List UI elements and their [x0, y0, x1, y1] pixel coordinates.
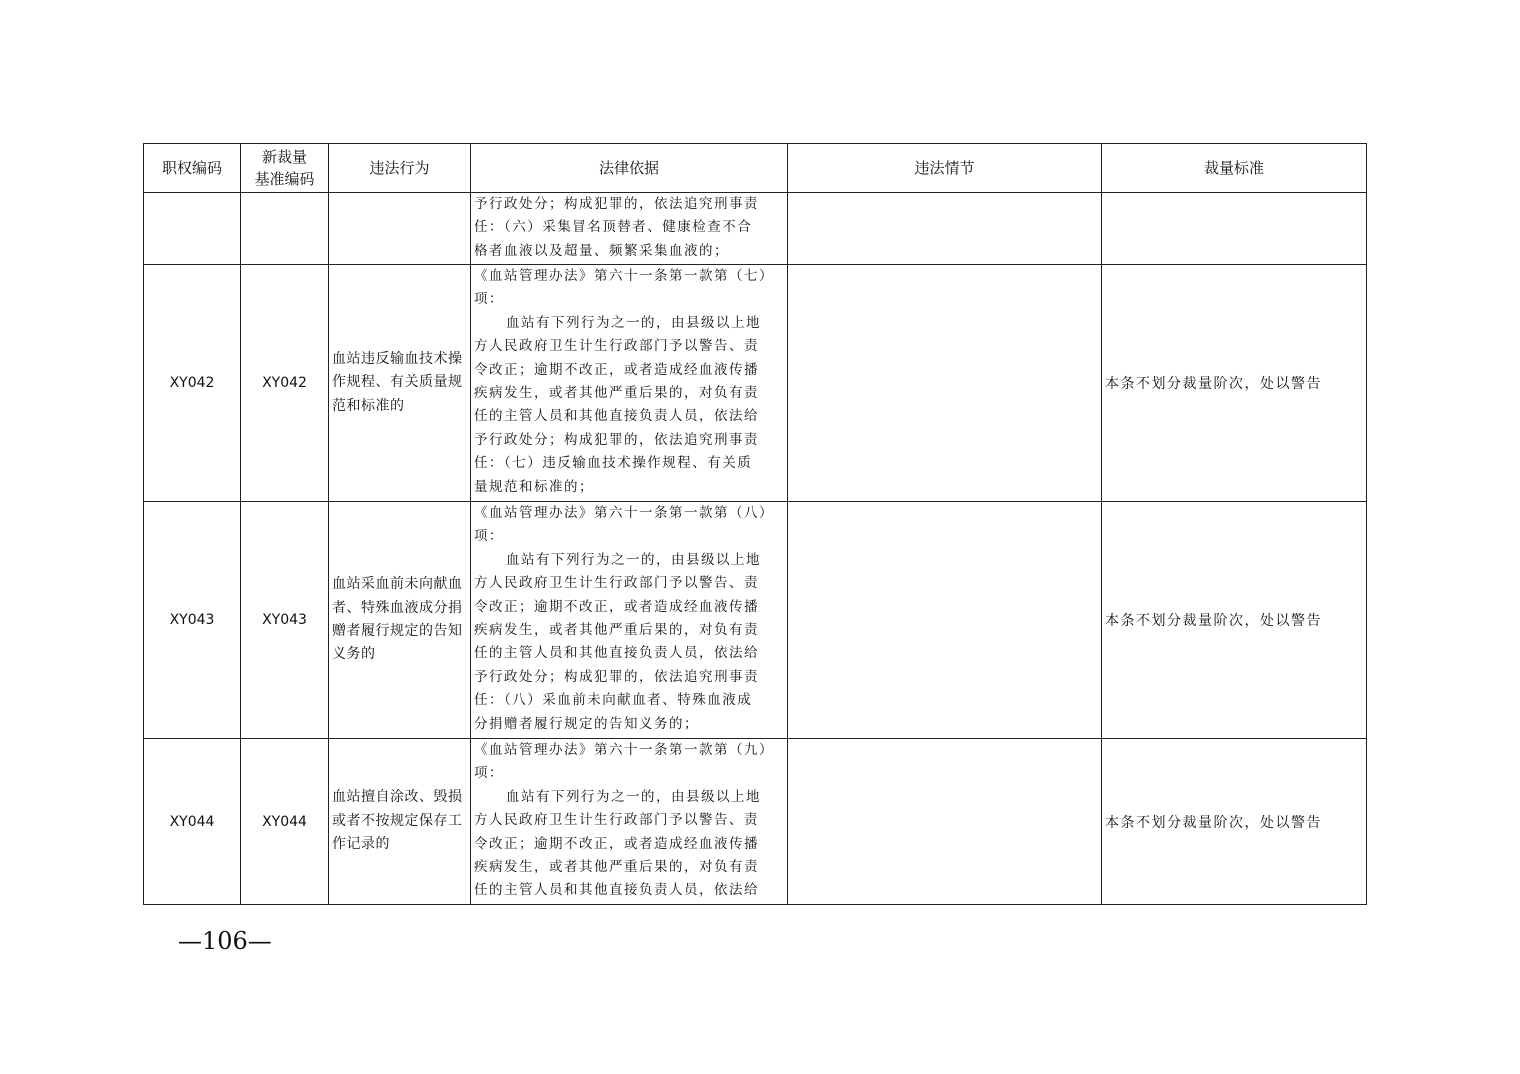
violation-cell: [329, 193, 471, 265]
table-row: [144, 193, 1367, 265]
circumstance-cell: [788, 502, 1102, 739]
header-new-code: 新裁量 基准编码: [241, 144, 329, 193]
header-authority-code: 职权编码: [144, 144, 241, 193]
circumstance-cell: [788, 739, 1102, 905]
standard-cell: 本条不划分裁量阶次，处以警告: [1102, 739, 1367, 905]
legal-basis-line: 疾病发生，或者其他严重后果的，对负有责: [474, 859, 759, 876]
legal-basis-line: 予行政处分；构成犯罪的，依法追究刑事责: [474, 196, 759, 212]
table-row: [144, 739, 1367, 905]
legal-basis-line: 令改正；逾期不改正，或者造成经血液传播: [474, 835, 759, 852]
legal-basis-line: 任：（六）采集冒名顶替者、健康检查不合: [474, 219, 753, 236]
page-number: —106—: [178, 927, 272, 955]
new-code-cell: XY044: [241, 739, 329, 905]
discretion-standard-table: [143, 143, 1367, 905]
legal-basis-line: 《血站管理办法》第六十一条第一款第（九）: [474, 742, 774, 758]
legal-basis-line: 项：: [474, 528, 504, 545]
authority-code-cell: [144, 193, 241, 265]
violation-cell: 血站违反输血技术操作规程、有关质量规范和标准的: [329, 265, 471, 502]
legal-basis-line: 项：: [474, 765, 504, 782]
standard-cell: 本条不划分裁量阶次，处以警告: [1102, 265, 1367, 502]
new-code-cell: [241, 193, 329, 265]
legal-basis-line: 疾病发生，或者其他严重后果的，对负有责: [474, 385, 759, 402]
circumstance-cell: [788, 265, 1102, 502]
legal-basis-line: 任的主管人员和其他直接负责人员，依法给: [474, 408, 759, 425]
table-header-row: [144, 144, 1367, 193]
legal-basis-line: 血站有下列行为之一的，由县级以上地: [506, 551, 761, 568]
new-code-cell: XY043: [241, 502, 329, 739]
legal-basis-line: 《血站管理办法》第六十一条第一款第（八）: [474, 505, 774, 521]
legal-basis-line: 方人民政府卫生计生行政部门予以警告、责: [474, 338, 759, 355]
legal-basis-line: 项：: [474, 291, 504, 308]
standard-cell: [1102, 193, 1367, 265]
legal-basis-line: 方人民政府卫生计生行政部门予以警告、责: [474, 575, 759, 592]
legal-basis-line: 令改正；逾期不改正，或者造成经血液传播: [474, 361, 759, 378]
legal-basis-cell: [471, 502, 788, 739]
legal-basis-line: 任：（七）违反输血技术操作规程、有关质: [474, 455, 753, 472]
legal-basis-cell: [471, 265, 788, 502]
legal-basis-line: 血站有下列行为之一的，由县级以上地: [506, 788, 761, 805]
legal-basis-line: 量规范和标准的；: [474, 478, 594, 495]
legal-basis-line: 方人民政府卫生计生行政部门予以警告、责: [474, 812, 759, 829]
legal-basis-line: 任的主管人员和其他直接负责人员，依法给: [474, 645, 759, 662]
header-circumstance: 违法情节: [788, 144, 1102, 193]
legal-basis-line: 分捐赠者履行规定的告知义务的；: [474, 715, 699, 732]
header-standard: 裁量标准: [1102, 144, 1367, 193]
table-row: [144, 502, 1367, 739]
new-code-cell: XY042: [241, 265, 329, 502]
header-violation: 违法行为: [329, 144, 471, 193]
table-row: [144, 265, 1367, 502]
authority-code-cell: XY042: [144, 265, 241, 502]
legal-basis-line: 任的主管人员和其他直接负责人员，依法给: [474, 882, 759, 899]
legal-basis-line: 令改正；逾期不改正，或者造成经血液传播: [474, 598, 759, 615]
authority-code-cell: XY044: [144, 739, 241, 905]
authority-code-cell: XY043: [144, 502, 241, 739]
legal-basis-line: 《血站管理办法》第六十一条第一款第（七）: [474, 268, 774, 284]
header-legal-basis: 法律依据: [471, 144, 788, 193]
legal-basis-cell: [471, 739, 788, 905]
legal-basis-line: 予行政处分；构成犯罪的，依法追究刑事责: [474, 668, 759, 685]
legal-basis-line: 予行政处分；构成犯罪的，依法追究刑事责: [474, 431, 759, 448]
legal-basis-cell: [471, 193, 788, 265]
legal-basis-line: 疾病发生，或者其他严重后果的，对负有责: [474, 622, 759, 639]
violation-cell: 血站采血前未向献血者、特殊血液成分捐赠者履行规定的告知义务的: [329, 502, 471, 739]
legal-basis-line: 格者血液以及超量、频繁采集血液的；: [474, 242, 729, 259]
legal-basis-line: 任：（八）采血前未向献血者、特殊血液成: [474, 692, 753, 709]
standard-cell: 本条不划分裁量阶次，处以警告: [1102, 502, 1367, 739]
legal-basis-line: 血站有下列行为之一的，由县级以上地: [506, 314, 761, 331]
violation-cell: 血站擅自涂改、毁损或者不按规定保存工作记录的: [329, 739, 471, 905]
circumstance-cell: [788, 193, 1102, 265]
